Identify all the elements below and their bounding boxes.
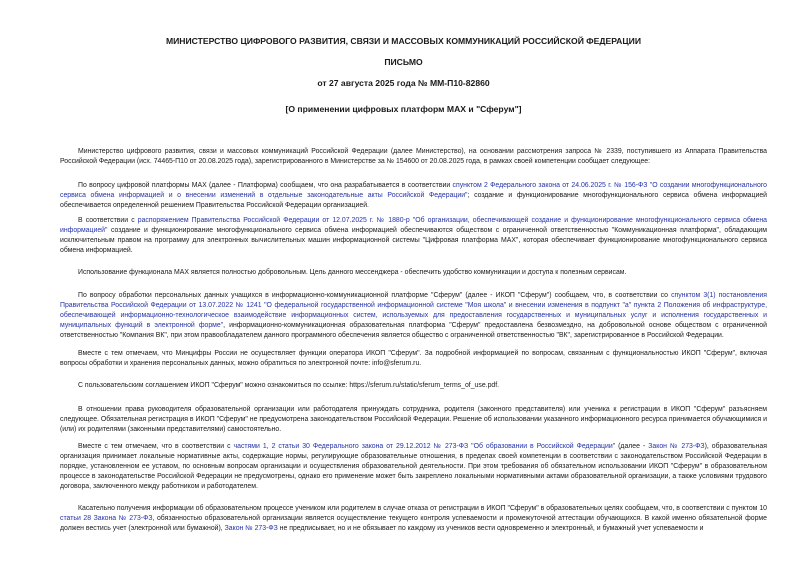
paragraph-intro: [60, 147, 767, 167]
law-short-link[interactable]: Закон № 273-ФЗ: [224, 525, 278, 532]
doc-subject: [О применении цифровых платформ MAX и "Сферум"]: [285, 104, 522, 114]
paragraph-text: ; создание и функционирование многофункционального сервиса обмена информацией обеспечивается определенной решением Правительства Российской Федерации организацией.: [60, 192, 767, 209]
paragraph-text: ,: [266, 443, 272, 450]
paragraph-text: , обязанностью образовательной организации является осуществление текущего контроля успеваемости и промежуточной аттестации обучающихся. В какой именно обязательной форме должен вестись учет (электронной или бумажной),: [60, 515, 767, 532]
paragraph-text: По вопросу обработки персональных данных учащихся в информационно-коммуникационной платформе "Сферум" (далее - ИКОП "Сферум") сообщаем, что, в соответствии со: [78, 292, 672, 299]
paragraph-text: создание и функционирование многофункционального сервиса обмена информацией обеспечиваются обществом с ограниченной ответственностью "Коммуникационная платформа", обладающим исключительным правом на программу для электронных вычислительных машин информационной системы "Цифровая платформа MAX", которая обеспечивает функционирование многофункционального сервиса обмена информацией.: [60, 227, 767, 254]
paragraph-voluntary-use: [60, 268, 767, 278]
paragraph-sferum-operator: [60, 349, 767, 369]
law-part-link[interactable]: частями 1: [233, 443, 267, 450]
order-link[interactable]: распоряжением Правительства Российской Федерации от 12.07.2025 г. № 1880-р "Об организации, обеспечивающей создание и функционирование многофункционального сервиса обмена информацией": [60, 217, 767, 234]
paragraph-text: Вместе с тем отмечаем, что Минцифры России не осуществляет функции оператора ИКОП "Сферум". За подробной информацией по вопросам, связанным с функциональностью ИКОП "Сферум", включая вопросы обработки и хранения персональных данных, можно обратиться по электронной почте: info@sferum.ru.: [60, 350, 767, 367]
law-link[interactable]: спунктом 2 Федерального закона от 24.06.2025 г. № 156-ФЗ "О создании многофункционального сервиса обмена информацией и о внесении изменений в отдельные законодательные акты Российской Федерации": [60, 182, 767, 199]
paragraph-text: Касательно получения информации об образовательном процессе учеником или родителем в случае отказа от регистрации в ИКОП "Сферум" в образовательных целях сообщаем, что, в соответствии с пунктом 10: [78, 505, 767, 512]
paragraph-text: , информационно-коммуникационная образовательная платформа "Сферум" предоставлена безвозмездно, на добровольной основе обществом с ограниченной ответственностью "Компания ВК", при этом правообладателем данного программного обеспечения является общество с ограниченной ответственностью "ВК", зарегистрированное в Российской Федерации.: [60, 322, 767, 339]
paragraph-text: В соответствии с: [78, 217, 138, 224]
paragraph-text: не предписывает, но и не обязывает по каждому из учеников вести одновременно и электронный, и бумажный учет успеваемости и: [277, 525, 704, 532]
paragraph-text: По вопросу цифровой платформы MAX (далее - Платформа) сообщаем, что она разрабатывается в соответствии: [78, 182, 453, 189]
paragraph-progress-control: [60, 504, 767, 534]
law-short-link[interactable]: Закон № 273-ФЗ: [648, 443, 705, 450]
paragraph-local-acts: [60, 442, 767, 492]
paragraph-sferum-data: [60, 291, 767, 341]
paragraph-registration: [60, 405, 767, 435]
paragraph-text: (далее -: [615, 443, 649, 450]
paragraph-text: Министерство цифрового развития, связи и массовых коммуникаций Российской Федерации (далее Министерство), на основании рассмотрения запроса № 2339, поступившего из Аппарата Правительства Российской Федерации (исх. 74465-П10 от 20.08.2025 года), зарегистрированного в Министерстве за № 154600 от 20.08.2025 года, в рамках своей компетенции сообщает следующее:: [60, 148, 767, 165]
paragraph-text: ), образовательная организация принимает локальные нормативные акты, содержащие нормы, регулирующие образовательные отношения, в пределах своей компетенции в соответствии с законодательством Российской Федерации в порядке, установленном ее уставом, по основным вопросам организации и осуществления образовательной деятельности. При этом требования об обязательном использовании ИКОП "Сферум" в образовательном процессе в законодательстве Российской Федерации не предусмотрены, однако его применение может быть закреплено локальными нормативными актами образовательной организации, а также условиями трудового договора, заключенного между работником и работодателем.: [60, 443, 767, 490]
paragraph-government-order: [60, 216, 767, 256]
law-article-link[interactable]: 2 статьи 30 Федерального закона от 29.12.2012 № 273-ФЗ "Об образовании в Российской Федерации": [271, 443, 616, 450]
law-article-link[interactable]: статьи 28 Закона № 273-ФЗ: [60, 515, 153, 522]
ministry-title: МИНИСТЕРСТВО ЦИФРОВОГО РАЗВИТИЯ, СВЯЗИ И МАССОВЫХ КОММУНИКАЦИЙ РОССИЙСКОЙ ФЕДЕРАЦИИ: [165, 36, 642, 46]
doc-type: ПИСЬМО: [384, 57, 423, 67]
paragraph-text: Вместе с тем отмечаем, что в соответствии с: [78, 443, 234, 450]
paragraph-max-platform: [60, 181, 767, 211]
paragraph-text: Использование функционала MAX является полностью добровольным. Цель данного мессенджера - обеспечить удобство коммуникации и доступа к полезным сервисам.: [78, 269, 627, 276]
resolution-link[interactable]: спунктом 3(1) постановления Правительства Российской Федерации от 13.07.2022 № 1241 "О федеральной государственной информационной системе "Моя школа" и внесении изменения в подпункт "а" пункта 2 Положения об инфраструктуре, обеспечивающей информационно-технологическое взаимодействие информационных систем, используемых для предоставления государственных и муниципальных услуг и исполнения государственных и муниципальных функций в электронной форме": [60, 292, 767, 329]
paragraph-text: В отношении права руководителя образовательной организации или работодателя принуждать сотрудника, родителя (законного представителя) или ученика к регистрации в ИКОП "Сферум" разъясняем следующее. Обязательная регистрация в ИКОП "Сферум" не предусмотрена законодательством Российской Федерации. Решение об использовании указанного информационного ресурса принимается обучающимися и (или) их родителями (законными представителями) самостоятельно.: [60, 406, 767, 433]
doc-date-number: от 27 августа 2025 года № ММ-П10-82860: [317, 78, 490, 88]
paragraph-terms-of-use: [60, 381, 767, 391]
paragraph-text: С пользовательским соглашением ИКОП "Сферум" можно ознакомиться по ссылке: https://sferum.ru/static/sferum_terms_of_use.pdf.: [78, 382, 500, 389]
